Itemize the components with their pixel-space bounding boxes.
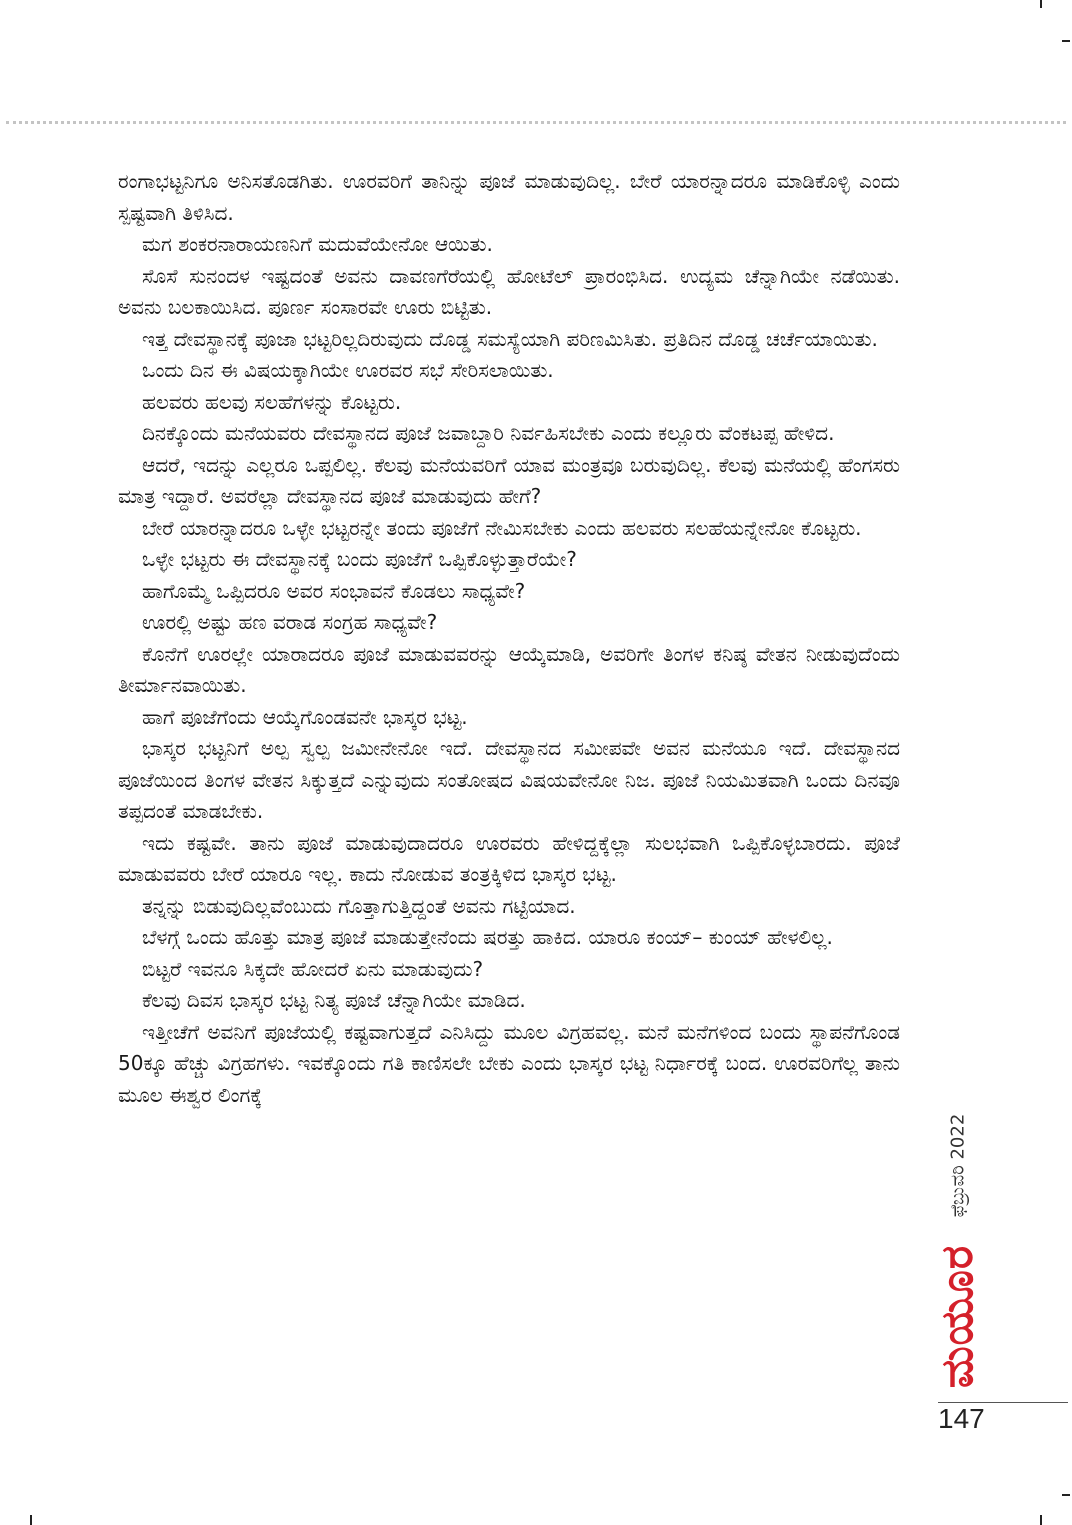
paragraph: ಕೆಲವು ದಿವಸ ಭಾಸ್ಕರ ಭಟ್ಟ ನಿತ್ಯ ಪೂಜೆ ಚೆನ್ನಾಗಿಯೇ ಮಾಡಿದ. [142, 988, 526, 1012]
paragraph: ತನ್ನನ್ನು ಬಿಡುವುದಿಲ್ಲವೆಂಬುದು ಗೊತ್ತಾಗುತ್ತಿದ್ದಂತೆ ಅವನು ಗಟ್ಟಿಯಾದ. [142, 893, 576, 918]
magazine-logo-text: ಮಯೂರ [932, 1244, 984, 1388]
paragraph: ರಂಗಾಭಟ್ಟನಿಗೂ ಅನಿಸತೊಡಗಿತು. ಊರವರಿಗೆ ತಾನಿನ್ನು ಪೂಜೆ ಮಾಡುವುದಿಲ್ಲ. ಬೇರೆ ಯಾರನ್ನಾದರೂ ಮಾಡಿಕೊಳ್ಳಿ ಎಂದು ಸ್ಪಷ್ಟವಾಗಿ ತಿಳಿಸಿದ. [118, 169, 900, 225]
crop-mark-top-right [1040, 0, 1042, 8]
paragraph: ಹಲವರು ಹಲವು ಸಲಹೆಗಳನ್ನು ಕೊಟ್ಟರು. [142, 389, 402, 414]
paragraph: ದಿನಕ್ಕೊಂದು ಮನೆಯವರು ದೇವಸ್ಥಾನದ ಪೂಜೆ ಜವಾಬ್ದಾರಿ ನಿರ್ವಹಿಸಬೇಕು ಎಂದು ಕಲ್ಲೂರು ವೆಂಕಟಪ್ಪ ಹೇಳಿದ. [142, 421, 835, 445]
paragraph: ಕೊನೆಗೆ ಊರಲ್ಲೇ ಯಾರಾದರೂ ಪೂಜೆ ಮಾಡುವವರನ್ನು ಆಯ್ಕೆಮಾಡಿ, ಅವರಿಗೇ ತಿಂಗಳ ಕನಿಷ್ಠ ವೇತನ ನೀಡುವುದೆಂದು ತೀರ್ಮಾನವಾಯಿತು. [118, 641, 900, 697]
paragraph: ಬೆಳಗ್ಗೆ ಒಂದು ಹೊತ್ತು ಮಾತ್ರ ಪೂಜೆ ಮಾಡುತ್ತೇನೆಂದು ಷರತ್ತು ಹಾಕಿದ. ಯಾರೂ ಕಂಯ್– ಕುಂಯ್ ಹೇಳಲಿಲ್ಲ. [142, 925, 833, 949]
crop-mark-right-top [1062, 40, 1070, 42]
paragraph: ಹಾಗೊಮ್ಮೆ ಒಪ್ಪಿದರೂ ಅವರ ಸಂಭಾವನೆ ಕೊಡಲು ಸಾಧ್ಯವೇ? [142, 578, 526, 603]
article-body [118, 166, 900, 1111]
magazine-logo [928, 1236, 988, 1396]
paragraph: ಬಿಟ್ಟರೆ ಇವನೂ ಸಿಕ್ಕದೇ ಹೋದರೆ ಏನು ಮಾಡುವುದು? [142, 956, 484, 981]
page-number: 147 [938, 1403, 985, 1434]
paragraph: ಊರಲ್ಲಿ ಅಷ್ಟು ಹಣ ವರಾಡ ಸಂಗ್ರಹ ಸಾಧ್ಯವೇ? [142, 610, 438, 634]
paragraph: ಮಗ ಶಂಕರನಾರಾಯಣನಿಗೆ ಮದುವೆಯೇನೋ ಆಯಿತು. [142, 232, 493, 256]
crop-mark-bottom-left [30, 1515, 32, 1525]
issue-date-label [938, 1095, 978, 1235]
paragraph: ಆದರೆ, ಇದನ್ನು ಎಲ್ಲರೂ ಒಪ್ಪಲಿಲ್ಲ. ಕೆಲವು ಮನೆಯವರಿಗೆ ಯಾವ ಮಂತ್ರವೂ ಬರುವುದಿಲ್ಲ. ಕೆಲವು ಮನೆಯಲ್ಲಿ ಹೆಂಗಸರು ಮಾತ್ರ ಇದ್ದಾರೆ. ಅವರೆಲ್ಲಾ ದೇವಸ್ಥಾನದ ಪೂಜೆ ಮಾಡುವುದು ಹೇಗೆ? [118, 452, 900, 508]
paragraph: ಬೇರೆ ಯಾರನ್ನಾದರೂ ಒಳ್ಳೇ ಭಟ್ಟರನ್ನೇ ತಂದು ಪೂಜೆಗೆ ನೇಮಿಸಬೇಕು ಎಂದು ಹಲವರು ಸಲಹೆಯನ್ನೇನೋ ಕೊಟ್ಟರು. [142, 515, 862, 540]
paragraph: ಭಾಸ್ಕರ ಭಟ್ಟನಿಗೆ ಅಲ್ಪ ಸ್ವಲ್ಪ ಜಮೀನೇನೋ ಇದೆ. ದೇವಸ್ಥಾನದ ಸಮೀಪವೇ ಅವನ ಮನೆಯೂ ಇದೆ. ದೇವಸ್ಥಾನದ ಪೂಜೆಯಿಂದ ತಿಂಗಳ ವೇತನ ಸಿಕ್ಕುತ್ತದೆ ಎನ್ನುವುದು ಸಂತೋಷದ ವಿಷಯವೇನೋ ನಿಜ. ಪೂಜೆ ನಿಯಮಿತವಾಗಿ ಒಂದು ದಿನವೂ ತಪ್ಪದಂತೆ ಮಾಡಬೇಕು. [118, 736, 900, 823]
crop-mark-bottom-right [1040, 1515, 1042, 1525]
header-dotted-rule [6, 121, 1066, 124]
paragraph: ಇದು ಕಷ್ಟವೇ. ತಾನು ಪೂಜೆ ಮಾಡುವುದಾದರೂ ಊರವರು ಹೇಳಿದ್ದಕ್ಕೆಲ್ಲಾ ಸುಲಭವಾಗಿ ಒಪ್ಪಿಕೊಳ್ಳಬಾರದು. ಪೂಜೆ ಮಾಡುವವರು ಬೇರೆ ಯಾರೂ ಇಲ್ಲ. ಕಾದು ನೋಡುವ ತಂತ್ರಕ್ಕಿಳಿದ ಭಾಸ್ಕರ ಭಟ್ಟ. [118, 830, 900, 886]
issue-date-text: ಫೆಬ್ರುವರಿ 2022 [947, 1113, 969, 1217]
paragraph: ಒಂದು ದಿನ ಈ ವಿಷಯಕ್ಕಾಗಿಯೇ ಊರವರ ಸಭೆ ಸೇರಿಸಲಾಯಿತು. [142, 358, 554, 382]
paragraph: ಸೊಸೆ ಸುನಂದಳ ಇಷ್ಟದಂತೆ ಅವನು ದಾವಣಗೆರೆಯಲ್ಲಿ ಹೋಟೆಲ್ ಪ್ರಾರಂಭಿಸಿದ. ಉದ್ಯಮ ಚೆನ್ನಾಗಿಯೇ ನಡೆಯಿತು. ಅವನು ಬಲಕಾಯಿಸಿದ. ಪೂರ್ಣ ಸಂಸಾರವೇ ಊರು ಬಿಟ್ಟಿತು. [118, 263, 900, 319]
crop-mark-right-bottom [1062, 1494, 1070, 1496]
paragraph: ಒಳ್ಳೇ ಭಟ್ಟರು ಈ ದೇವಸ್ಥಾನಕ್ಕೆ ಬಂದು ಪೂಜೆಗೆ ಒಪ್ಪಿಕೊಳ್ಳುತ್ತಾರೆಯೇ? [142, 547, 577, 571]
paragraph: ಹಾಗೆ ಪೂಜೆಗೆಂದು ಆಯ್ಕೆಗೊಂಡವನೇ ಭಾಸ್ಕರ ಭಟ್ಟ. [142, 704, 468, 729]
paragraph: ಇತ್ತೀಚೆಗೆ ಅವನಿಗೆ ಪೂಜೆಯಲ್ಲಿ ಕಷ್ಟವಾಗುತ್ತದೆ ಎನಿಸಿದ್ದು ಮೂಲ ವಿಗ್ರಹವಲ್ಲ. ಮನೆ ಮನೆಗಳಿಂದ ಬಂದು ಸ್ಥಾಪನೆಗೊಂಡ 50ಕ್ಕೂ ಹೆಚ್ಚು ವಿಗ್ರಹಗಳು. ಇವಕ್ಕೊಂದು ಗತಿ ಕಾಣಿಸಲೇ ಬೇಕು ಎಂದು ಭಾಸ್ಕರ ಭಟ್ಟ ನಿರ್ಧಾರಕ್ಕೆ ಬಂದ. ಊರವರಿಗೆಲ್ಲ ತಾನು ಮೂಲ ಈಶ್ವರ ಲಿಂಗಕ್ಕೆ [118, 1019, 900, 1107]
paragraph: ಇತ್ತ ದೇವಸ್ಥಾನಕ್ಕೆ ಪೂಜಾ ಭಟ್ಟರಿಲ್ಲದಿರುವುದು ದೊಡ್ಡ ಸಮಸ್ಯೆಯಾಗಿ ಪರಿಣಮಿಸಿತು. ಪ್ರತಿದಿನ ದೊಡ್ಡ ಚರ್ಚೆಯಾಯಿತು. [142, 326, 878, 351]
